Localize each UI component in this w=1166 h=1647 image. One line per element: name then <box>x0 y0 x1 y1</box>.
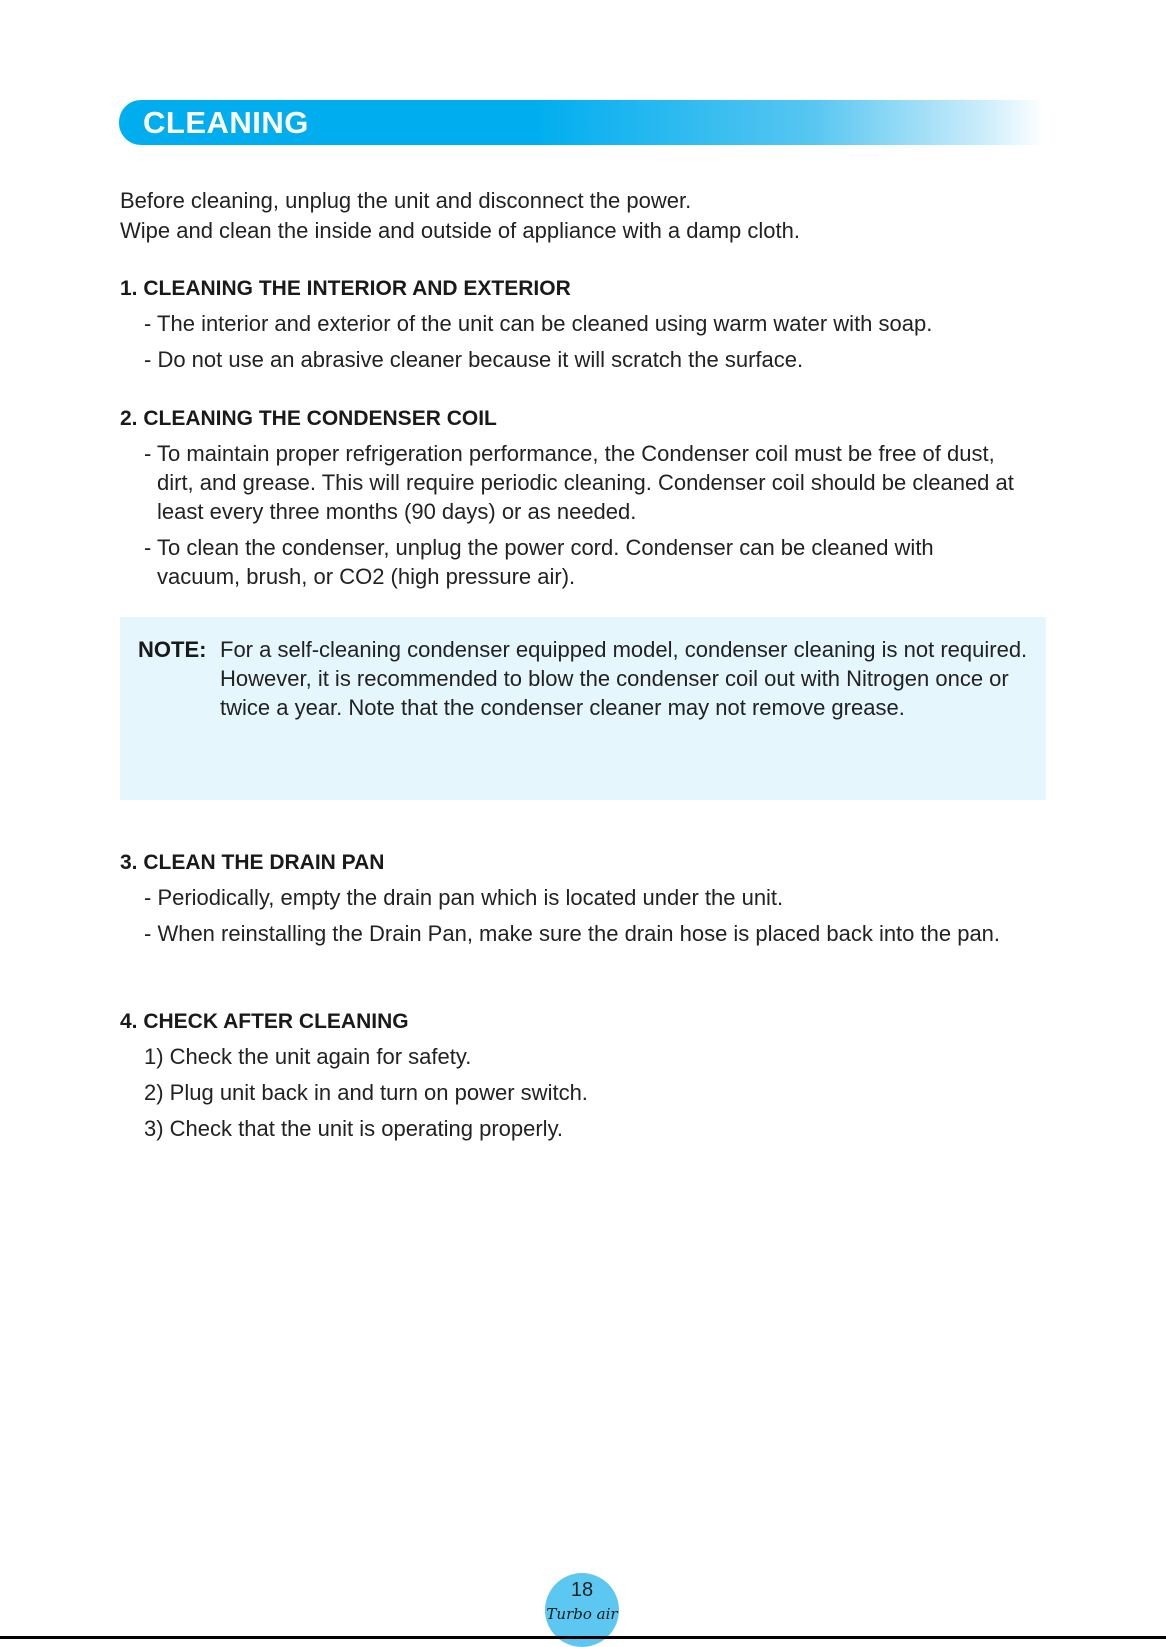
step-item: 3) Check that the unit is operating properly. <box>144 1116 564 1141</box>
section-title: 2. CLEANING THE CONDENSER COIL <box>120 407 497 430</box>
note-content <box>138 635 1028 722</box>
section-title: 4. CHECK AFTER CLEANING <box>120 1010 409 1033</box>
brand-logo-text: Turbo air <box>546 1605 618 1623</box>
section-interior-exterior <box>120 275 1040 381</box>
note-text <box>220 635 1028 722</box>
list-item: - Periodically, empty the drain pan which is located under the unit. <box>144 885 784 910</box>
section-condenser-coil <box>120 405 1040 598</box>
list-item: - To clean the condenser, unplug the power cord. Condenser can be cleaned with vacuum, brush, or CO2 (high pressure air). <box>144 535 934 589</box>
list-item: - To maintain proper refrigeration performance, the Condenser coil must be free of dust, dirt, and grease. This will require periodic cleaning. Condenser coil should be cleaned at least every three months (90 days) or as needed. <box>144 441 1014 524</box>
list-item: - When reinstalling the Drain Pan, make sure the drain hose is placed back into the pan. <box>144 921 1001 946</box>
section-drain-pan <box>120 849 1040 955</box>
section-title: 1. CLEANING THE INTERIOR AND EXTERIOR <box>120 277 571 300</box>
intro-line: Before cleaning, unplug the unit and disconnect the power. <box>120 188 692 213</box>
intro-text <box>120 186 800 246</box>
page-title: CLEANING <box>143 105 309 140</box>
list-item: - Do not use an abrasive cleaner because it will scratch the surface. <box>144 347 804 372</box>
section-check-after-cleaning <box>120 1008 1040 1150</box>
step-item: 2) Plug unit back in and turn on power switch. <box>144 1080 588 1105</box>
page-number: 18 <box>570 1579 594 1601</box>
list-item: - The interior and exterior of the unit can be cleaned using warm water with soap. <box>144 311 933 336</box>
intro-line: Wipe and clean the inside and outside of appliance with a damp cloth. <box>120 218 800 243</box>
section-title: 3. CLEAN THE DRAIN PAN <box>120 851 385 874</box>
note-box <box>120 617 1046 800</box>
step-item: 1) Check the unit again for safety. <box>144 1044 472 1069</box>
note-paragraph: For a self-cleaning condenser equipped model, condenser cleaning is not required. <box>220 637 1028 662</box>
section-header-bar <box>119 100 1045 145</box>
note-paragraph: However, it is recommended to blow the condenser coil out with Nitrogen once or twice a year. Note that the condenser cleaner may not remove grease. <box>220 666 1009 720</box>
note-label: NOTE: <box>138 637 207 662</box>
